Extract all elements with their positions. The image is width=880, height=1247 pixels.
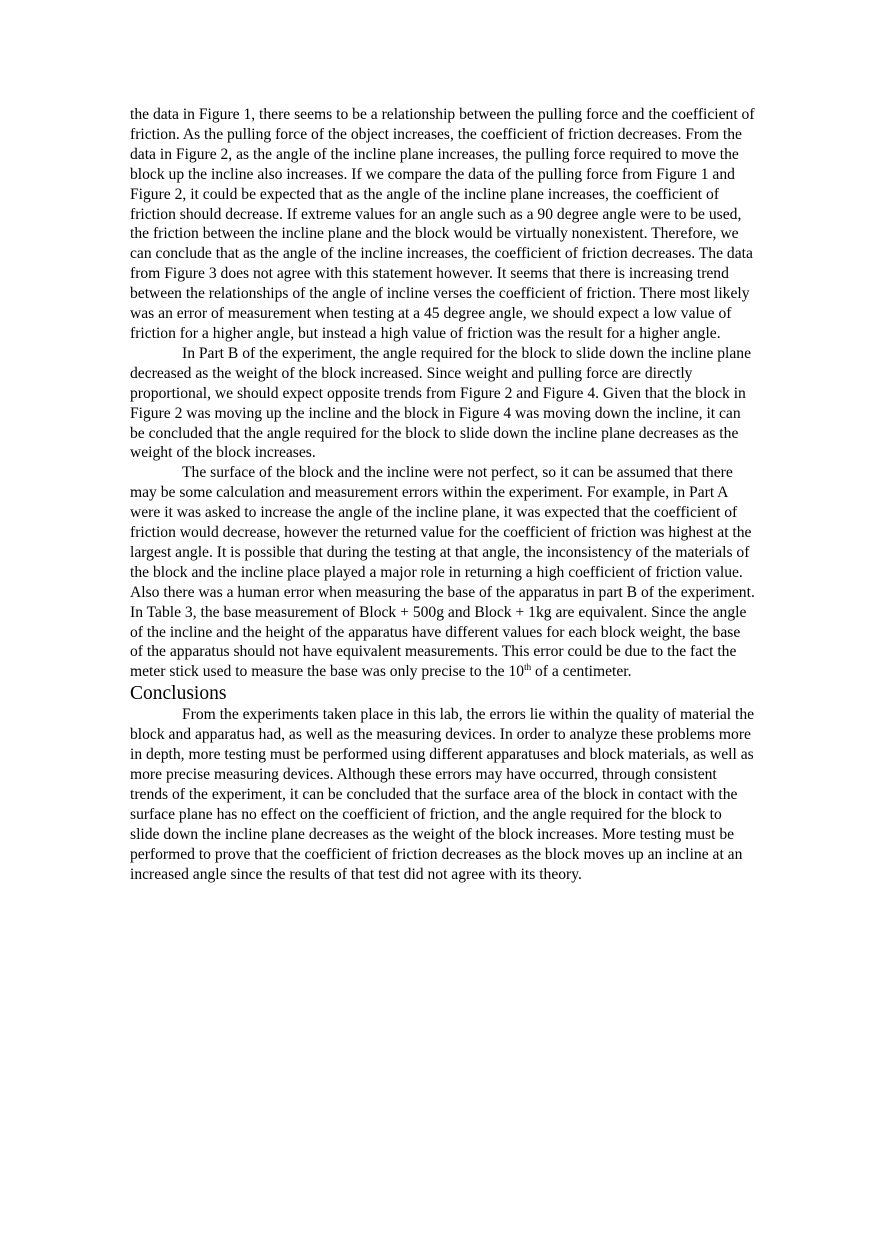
paragraph-errors-text: The surface of the block and the incline were not perfect, so it can be assumed that there may be some calculation and measurement errors within the experiment. For example, in Part A were it was asked to increase the angle of the incline plane, it was expected that the coefficient of friction would decrease, however the returned value for the coefficient of friction was highest at the largest angle. It is possible that during the testing at that angle, the inconsistency of the materials of the block and the incline place played a major role in returning a high coefficient of friction value. Also there was a human error when measuring the base of the apparatus in part B of the experiment. In Table 3, the base measurement of Block + 500g and Block + 1kg are equivalent. Since the angle of the incline and the height of the apparatus have different values for each block weight, the base of the apparatus should not have equivalent measurements. This error could be due to the fact the meter stick used to measure the base was only precise to the 10 xyxy=(130,464,755,681)
document-page xyxy=(130,105,755,884)
conclusions-heading: Conclusions xyxy=(130,683,227,705)
superscript-th: th xyxy=(524,662,532,673)
paragraph-figure-analysis: the data in Figure 1, there seems to be a relationship between the pulling force and the coefficient of friction. As the pulling force of the object increases, the coefficient of friction decreases. From the data in Figure 2, as the angle of the incline plane increases, the pulling force required to move the block up the incline also increases. If we compare the data of the pulling force from Figure 1 and Figure 2, it could be expected that as the angle of the incline plane increases, the coefficient of friction should decrease. If extreme values for an angle such as a 90 degree angle were to be used, the friction between the incline plane and the block would be virtually nonexistent. Therefore, we can conclude that as the angle of the incline increases, the coefficient of friction decreases. The data from Figure 3 does not agree with this statement however. It seems that there is increasing trend between the relationships of the angle of incline verses the coefficient of friction. There most likely was an error of measurement when testing at a 45 degree angle, we should expect a low value of friction for a higher angle, but instead a high value of friction was the result for a higher angle. xyxy=(130,106,755,342)
paragraph-part-b: In Part B of the experiment, the angle required for the block to slide down the incline plane decreased as the weight of the block increased. Since weight and pulling force are directly proportional, we should expect opposite trends from Figure 2 and Figure 4. Given that the block in Figure 2 was moving up the incline and the block in Figure 4 was moving down the incline, it can be concluded that the angle required for the block to slide down the incline plane decreases as the weight of the block increases. xyxy=(130,344,751,462)
paragraph-errors xyxy=(130,463,755,682)
paragraph-errors-tail: of a centimeter. xyxy=(531,663,632,681)
paragraph-conclusions: From the experiments taken place in this lab, the errors lie within the quality of material the block and apparatus had, as well as the measuring devices. In order to analyze these problems more in depth, more testing must be performed using different apparatuses and block materials, as well as more precise measuring devices. Although these errors may have occurred, through consistent trends of the experiment, it can be concluded that the surface area of the block in contact with the surface plane has no effect on the coefficient of friction, and the angle required for the block to slide down the incline plane decreases as the weight of the block increases. More testing must be performed to prove that the coefficient of friction decreases as the block moves up an incline at an increased angle since the results of that test did not agree with its theory. xyxy=(130,706,755,883)
